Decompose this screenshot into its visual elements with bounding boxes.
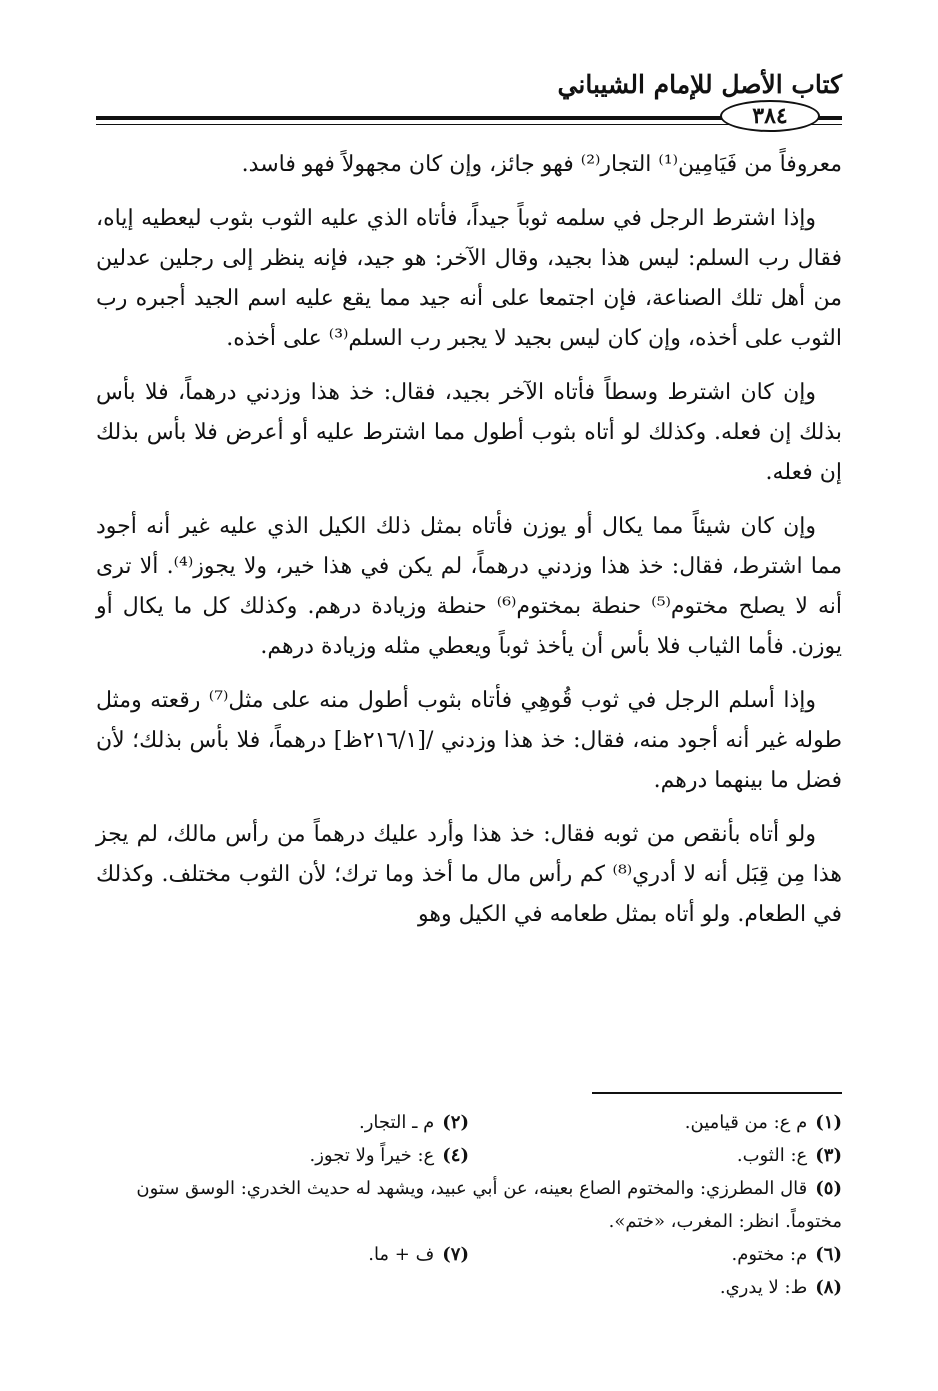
footnote-8: (٨)ط: لا يدري.: [719, 1277, 842, 1298]
footnote-row: [96, 1271, 842, 1304]
footnote-1: (١)م ع: من قيامين.: [684, 1112, 842, 1133]
footnote-2: (٢)م ـ التجار.: [358, 1112, 469, 1133]
footnote-row: [96, 1238, 842, 1271]
main-text: [96, 145, 842, 949]
footnotes: [96, 1106, 842, 1304]
footnote-6: (٦)م: مختوم.: [731, 1244, 842, 1265]
page-number: ٣٨٤: [720, 100, 820, 132]
paragraph-1: معروفاً من فَيَامِين⁽¹⁾ التجار⁽²⁾ فهو جائز، وإن كان مجهولاً فهو فاسد.: [241, 152, 842, 177]
paragraph-2: وإذا اشترط الرجل في سلمه ثوباً جيداً، فأتاه الذي عليه الثوب بثوب ليعطيه إياه، فقال رب السلم: ليس هذا بجيد، وقال الآخر: هو جيد، فإنه ينظر إلى رجلين عدلين من أهل تلك الصناعة، فإن اجتمعا على أنه جيد مما يقع عليه اسم الجيد أجبره رب الثوب على أخذه، وإن كان ليس بجيد لا يجبر رب السلم⁽³⁾ على أخذه.: [96, 206, 842, 351]
paragraph-5: وإذا أسلم الرجل في ثوب قُوهِي فأتاه بثوب أطول منه على مثل⁽⁷⁾ رقعته ومثل طوله غير أنه أجود منه، فقال: خذ هذا وزدني /[٢١٦/١ظ] درهماً، فلا بأس بذلك؛ لأن فضل ما بينهما درهم.: [96, 688, 842, 793]
footnote-5: (٥)قال المطرزي: والمختوم الصاع بعينه، عن أبي عبيد، ويشهد له حديث الخدري: الوسق ستون مختوماً. انظر: المغرب، «ختم».: [136, 1178, 842, 1232]
footnote-7: (٧)ف + ما.: [368, 1244, 469, 1265]
footnote-row: [96, 1106, 842, 1139]
footnote-row: [96, 1172, 842, 1238]
running-title: كتاب الأصل للإمام الشيباني: [557, 70, 842, 99]
footnote-separator: [592, 1092, 842, 1094]
footnote-4: (٤)ع: خيراً ولا تجوز.: [309, 1145, 469, 1166]
footnote-row: [96, 1139, 842, 1172]
footnote-3: (٣)ع: الثوب.: [736, 1145, 842, 1166]
paragraph-3: وإن كان اشترط وسطاً فأتاه الآخر بجيد، فقال: خذ هذا وزدني درهماً، فلا بأس بذلك إن فعله. وكذلك لو أتاه بثوب أطول مما اشترط عليه أو أعرض فلا بأس بذلك إن فعله.: [96, 380, 842, 485]
paragraph-6: ولو أتاه بأنقص من ثوبه فقال: خذ هذا وأرد عليك درهماً من رأس مالك، لم يجز هذا مِن قِبَل أنه لا أدري⁽⁸⁾ كم رأس مال ما أخذ وما ترك؛ لأن الثوب مختلف. وكذلك في الطعام. ولو أتاه بمثل طعامه في الكيل وهو: [96, 822, 842, 927]
paragraph-4: وإن كان شيئاً مما يكال أو يوزن فأتاه بمثل ذلك الكيل الذي عليه غير أنه أجود مما اشترط، فقال: خذ هذا وزدني درهماً، لم يكن في هذا خير، ولا يجوز⁽⁴⁾. ألا ترى أنه لا يصلح مختوم⁽⁵⁾ حنطة بمختوم⁽⁶⁾ حنطة وزيادة درهم. وكذلك كل ما يكال أو يوزن. فأما الثياب فلا بأس أن يأخذ ثوباً ويعطي مثله وزيادة درهم.: [96, 514, 843, 659]
